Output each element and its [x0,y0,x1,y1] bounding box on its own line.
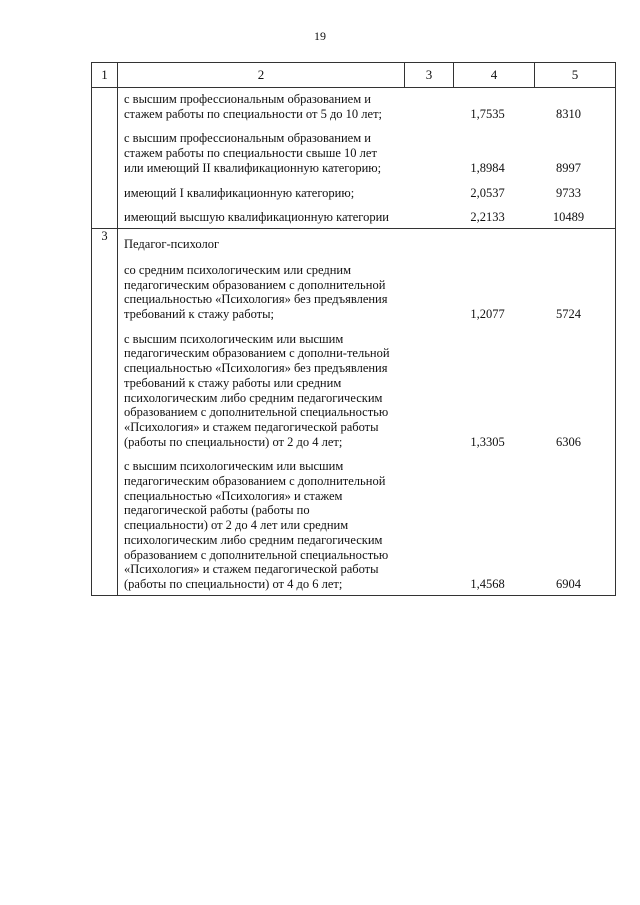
list-item [124,459,609,591]
coefficient-value: 1,7535 [470,106,505,121]
rate-value: 8997 [556,160,581,175]
header-col-2: 2 [118,63,405,88]
list-item [124,131,609,175]
qualification-text: с высшим психологическим или высшим педагогическим образованием с дополни-тельной специальностью «Психология» без предъявления требований к стажу работы или средним психологическим либо средним педагогическим образованием с дополнительной специальностью «Психология» и стажем педагогической работы (работы по специальности) от 2 до 4 лет; [124,331,390,449]
coefficient-value: 1,3305 [470,434,505,449]
coefficient-value: 1,8984 [470,160,505,175]
qualification-text: со средним психологическим или средним педагогическим образованием с дополнительной специальностью «Психология» без предъявления требований к стажу работы; [124,262,388,322]
row-number: 3 [92,228,118,595]
rates-table [91,62,616,596]
list-item [124,210,609,225]
coefficient-value: 2,2133 [470,210,505,225]
table-header-row [92,63,616,88]
list-item [124,186,609,201]
coefficient-value: 1,4568 [470,576,505,591]
rate-value: 5724 [556,307,581,322]
list-item [124,332,609,450]
qualification-text: имеющий I квалификационную категорию; [124,185,355,200]
coefficient-value: 2,0537 [470,185,505,200]
list-item [124,92,609,121]
page-number: 19 [314,29,326,43]
header-col-5: 5 [535,63,616,88]
qualification-text: с высшим профессиональным образованием и стажем работы по специальности свыше 10 лет или имеющий II квалификационную категорию; [124,131,382,175]
qualification-text: с высшим психологическим или высшим педагогическим образованием с дополнительной специальностью «Психология» и стажем педагогической работы (работы по специальности) от 2 до 4 лет или средним психологическим либо средним педагогическим образованием с дополнительной специальностью «Психология» и стажем педагогической работы (работы по специальности) от 4 до 6 лет; [124,459,389,591]
header-col-4: 4 [454,63,535,88]
rate-value: 9733 [556,185,581,200]
coefficient-value: 1,2077 [470,307,505,322]
header-col-3: 3 [405,63,454,88]
rate-value: 10489 [552,210,585,225]
rate-value: 6904 [556,576,581,591]
header-col-1: 1 [92,63,118,88]
qualification-text: с высшим профессиональным образованием и стажем работы по специальности от 5 до 10 лет; [124,92,383,121]
rate-value: 6306 [556,434,581,449]
position-title: Педагог-психолог [124,236,220,251]
list-item [124,263,609,322]
rate-value: 8310 [556,106,581,121]
qualification-text: имеющий высшую квалификационную категории [124,210,389,225]
table-row [92,228,616,595]
row-number-cell [92,88,118,229]
table-row [92,88,616,229]
